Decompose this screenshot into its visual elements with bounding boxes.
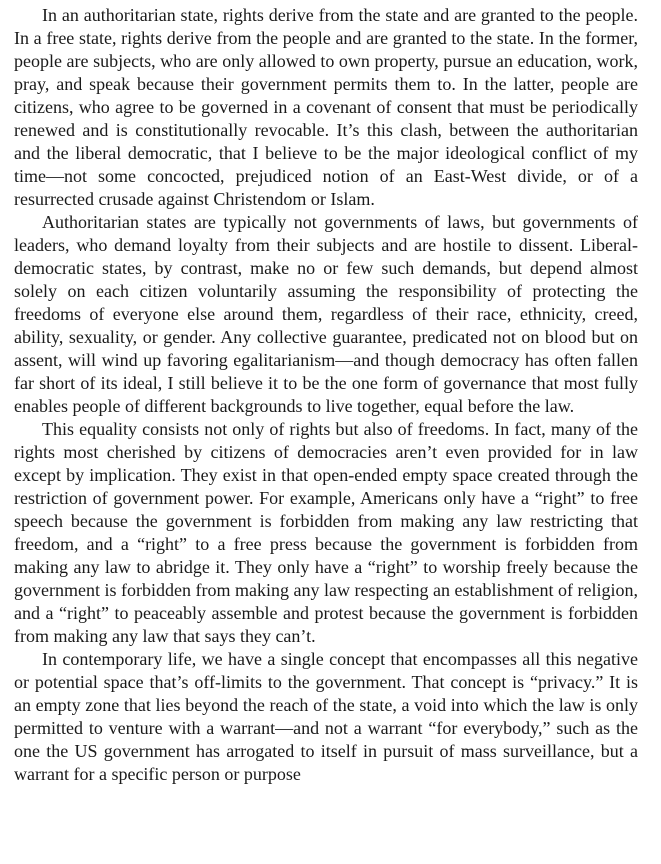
paragraph-4: In contemporary life, we have a single concept that encompasses all this negative or potential space that’s off-limits to the government. That concept is “privacy.” It is an empty zone that lies beyond the reach of the state, a void into which the law is only permitted to venture with a warrant—and not a warrant “for everybody,” such as the one the US government has arrogated to itself in pursuit of mass surveillance, but a warrant for a specific person or purpose [14,649,638,784]
paragraph-2: Authoritarian states are typically not governments of laws, but governments of leaders, who demand loyalty from their subjects and are hostile to dissent. Liberal-democratic states, by contrast, make no or few such demands, but depend almost solely on each citizen voluntarily assuming the responsibility of protecting the freedoms of everyone else around them, regardless of their race, ethnicity, creed, ability, sexuality, or gender. Any collective guarantee, predicated not on blood but on assent, will wind up favoring egalitarianism—and though democracy has often fallen far short of its ideal, I still believe it to be the one form of governance that most fully enables people of different backgrounds to live together, equal before the law. [14,212,638,416]
paragraph-3: This equality consists not only of rights but also of freedoms. In fact, many of the rights most cherished by citizens of democracies aren’t even provided for in law except by implication. They exist in that open-ended empty space created through the restriction of government power. For example, Americans only have a “right” to free speech because the government is forbidden from making any law restricting that freedom, and a “right” to a free press because the government is forbidden from making any law to abridge it. They only have a “right” to worship freely because the government is forbidden from making any law respecting an establishment of religion, and a “right” to peaceably assemble and protest because the government is forbidden from making any law that says they can’t. [14,419,638,646]
paragraph-1: In an authoritarian state, rights derive from the state and are granted to the people. In a free state, rights derive from the people and are granted to the state. In the former, people are subjects, who are only allowed to own property, pursue an education, work, pray, and speak because their government permits them to. In the latter, people are citizens, who agree to be governed in a covenant of consent that must be periodically renewed and is constitutionally revocable. It’s this clash, between the authoritarian and the liberal democratic, that I believe to be the major ideological conflict of my time—not some concocted, prejudiced notion of an East-West divide, or of a resurrected crusade against Christendom or Islam. [14,5,638,209]
document-page [14,4,638,786]
